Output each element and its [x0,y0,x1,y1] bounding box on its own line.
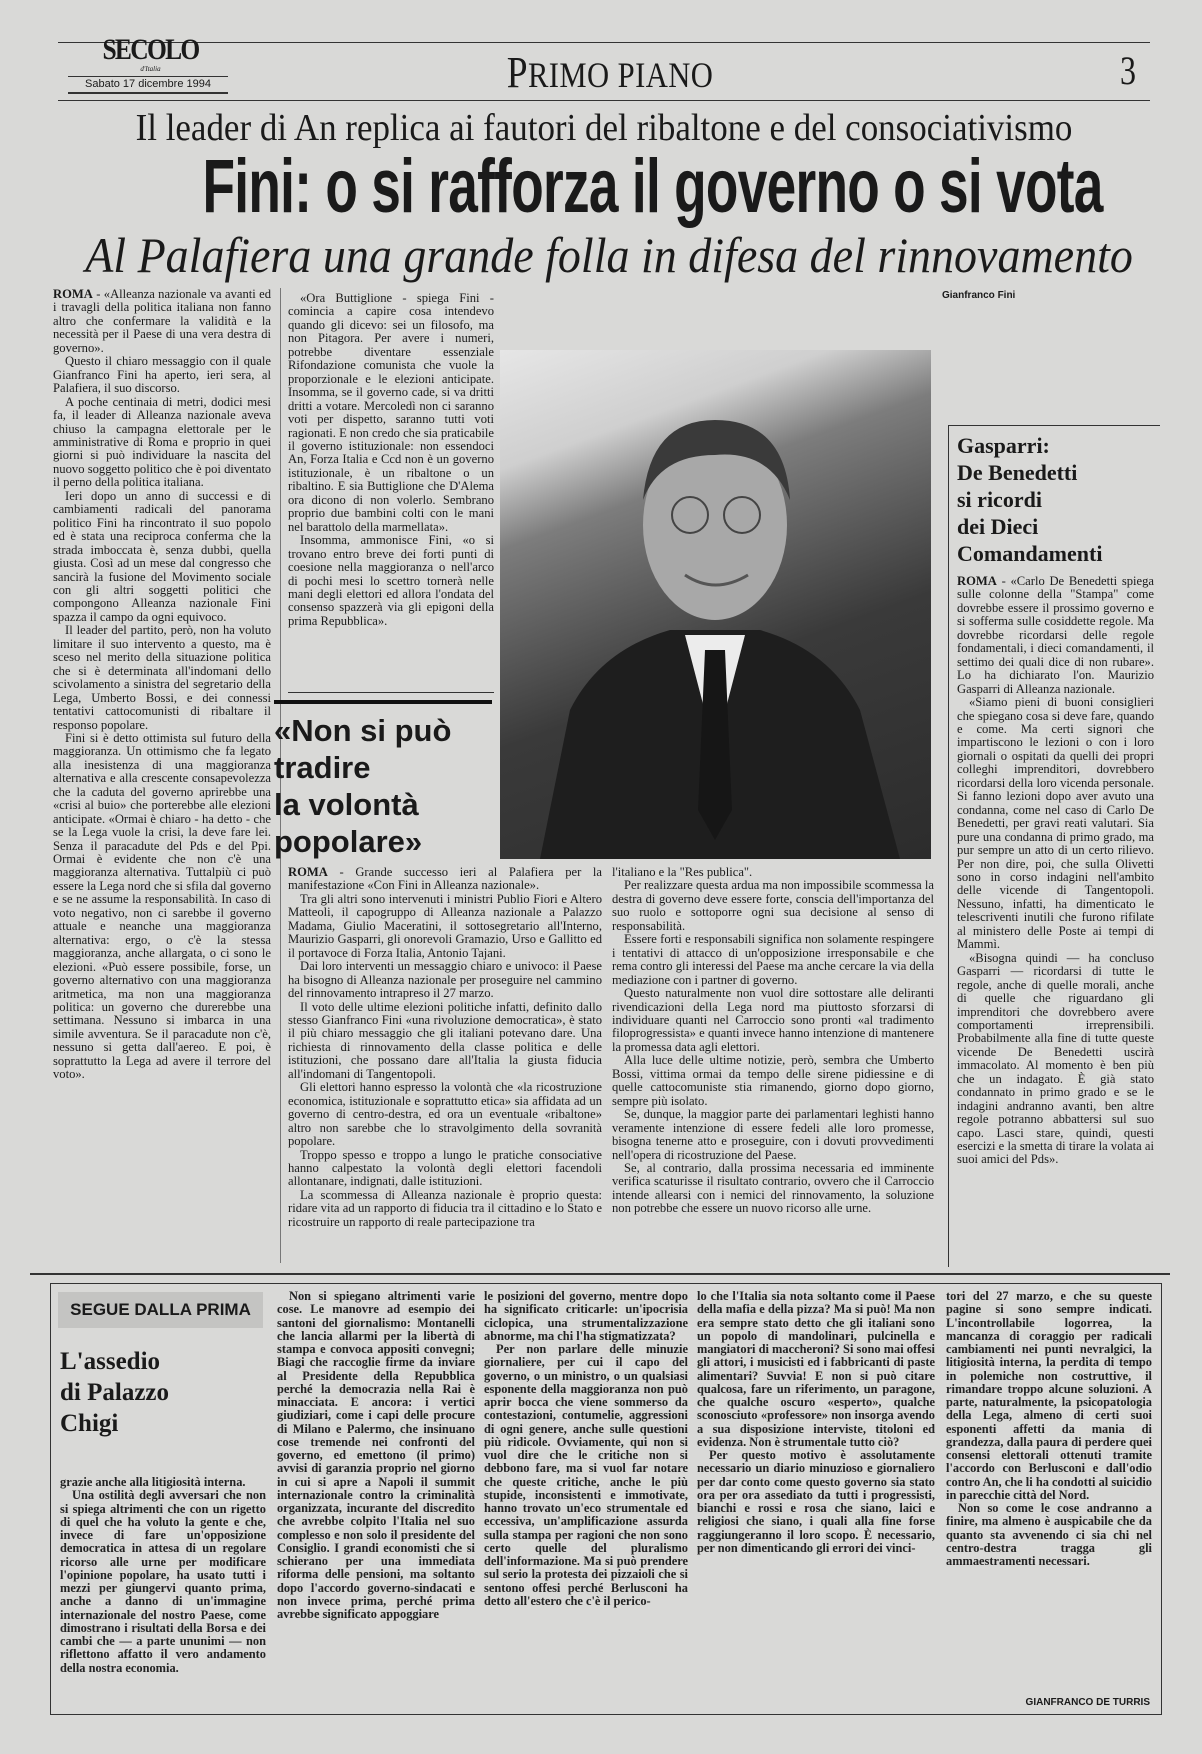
subtitle-headline: Al Palafiera una grande folla in difesa del rinnovamento [85,227,1133,283]
title-line: De Benedetti [957,460,1078,485]
paragraph: «Bisogna quindi — ha concluso Gasparri — ricordarsi di tutte le regole, anche di quelle morali, anche di quelle che riguardano gli imprenditori che dovrebbero avere comportamenti irreprensibili. Probabilmente alla fine di tutte queste vicende De Benedetti uscirà immacolato. Al momento è ben più che un indagato. È già stato condannato in primo grado e se le indagini andranno avanti, ben altre regole potranno abbattersi sul suo capo. Lasci stare, quindi, questi esercizi e la smetta di tirare la volata ai suoi amici del Pds». [957,950,1154,1167]
editorial-column-5 [946,1290,1152,1568]
title-line: Gasparri: [957,433,1050,458]
editorial-column-3 [484,1290,688,1608]
portrait-photo-icon [500,350,931,859]
title-line: L'assedio [60,1348,161,1375]
paragraph: A poche centinaia di metri, dodici mesi fa, il leader di Alleanza nazionale aveva chiuso la campagna elettorale per le amministrative di Roma e proprio in quei giorni si può individuare la nascita del nuovo soggetto politico che è poi diventato il perno della politica italiana. [53,394,271,490]
paragraph: Per non parlare delle minuzie giornaliere, per cui il capo del governo, o un ministro, o un qualsiasi esponente della maggioranza non può aprir bocca che viene sommerso da contestazioni, contumelie, aggressioni di ogni genere, anche sulle questioni più ridicole. Ovviamente, qui non si vuol dire che le critiche non si debbono fare, ma si vuol far notare che queste critiche, anche le più stupide, inconsistenti e immotivate, hanno trovato un'eco strumentale ed eccessiva, un'amplificazione assurda sulla stampa per ragioni che non sono certo quelle del pluralismo dell'informazione. Ma si può prendere sul serio la protesta dei pizzaioli che si sentono offesi perché Berlusconi ha detto all'estero che c'è il perico- [484,1342,688,1608]
column-end-rule [288,692,494,693]
paragraph: l'italiano e la "Res publica". [612,865,753,879]
paragraph: Alla luce delle ultime notizie, però, sembra che Umberto Bossi, vittima ormai da tempo delle sirene pidiessine e di quelle cattocomuniste stia rimanendo, giorno dopo giorno, sempre più isolato. [612,1053,934,1108]
paragraph: Troppo spesso e troppo a lungo le pratiche consociative hanno calpestato la volontà degli elettori facendoli allontanare, indignati, dalle istituzioni. [288,1147,602,1189]
sidebar-title [957,432,1154,567]
article-column-2 [288,292,494,628]
rally-article-column-b [612,866,934,1216]
dateline: ROMA [957,574,997,588]
paragraph-text: - Grande successo ieri al Palafiera per la manifestazione «Con Fini in Alleanza nazionale». [288,865,602,893]
paragraph: Ieri dopo un anno di successi e di cambiamenti radicali del panorama politico Fini ha rincontrato il suo popolo ed è stata una reciproca conferma che la strada imboccata è, senza dubbi, quella giusta. Così ad un mese dal congresso che sancirà la fusione del Movimento sociale con gli altri soggetti politici che compongono Alleanza nazionale Fini spazza il campo da ogni equivoco. [53,488,271,624]
newspaper-logo-sub: d'Italia [140,65,161,73]
paragraph: lo che l'Italia sia nota soltanto come il Paese della mafia e della pizza? Ma si può! Ma non era sempre stato detto che gli italiani sono un popolo di mandolinari, pulcinella e mangiatori di maccheroni? Si sono mai offesi gli attori, i musicisti ed i fabbricanti di paste alimentari? Suvvia! E non si può citare qualcosa, fare un riferimento, un paragone, che qualche oscuro «esperto», qualche sconosciuto «professore» non insorga avendo a sua disposizione interviste, titoloni ed evidenza. Non è strumentale tutto ciò? [697,1289,935,1449]
pull-quote-line: la volontà [274,787,419,822]
paragraph: Una ostilità degli avversari che non si spiega altrimenti che con un rigetto di quel che ha voluto la gente e che, invece di fare un'opposizione democratica in attesa di un regolare ricorso alle urne per modificare l'opinione popolare, ha usato tutti i mezzi per giungervi quanto prima, anche a danno di un'immagine internazionale del nostro Paese, come dimostrano i risultati della Borsa e dei cambi che — a parte ununimi — non riflettono affatto il vero andamento della nostra economia. [60,1488,266,1675]
editorial-column-4 [697,1290,935,1555]
editorial-column-1 [60,1476,266,1675]
section-title [415,50,806,98]
paragraph: Questo naturalmente non vuol dire sottostare alle deliranti rivendicazioni della Lega nord ma piuttosto sforzarsi di individuare quanti nel Carroccio sono pronti «al tradimento filoprogressista» e quanti invece hanno intenzione di mantenere la promessa data agli elettori. [612,986,934,1054]
paragraph: Se, al contrario, dalla prossima necessaria ed imminente verifica scaturisse il risultato contrario, ovvero che il Carroccio intende allearsi con i nemici del rinnovamento, la soluzione non potrebbe che essere un nuovo ricorso alle urne. [612,1160,934,1216]
continued-label: SEGUE DALLA PRIMA [58,1292,263,1328]
paragraph: Il voto delle ultime elezioni politiche infatti, definito dallo stesso Gianfranco Fini «una rivoluzione democratica», è stato il più chiaro messaggio che gli italiani potevano dare. Una richiesta di rinnovamento della classe politica e delle istituzioni, che possano dare all'Italia la giusta fiducia all'indomani di Tangentopoli. [288,999,602,1081]
pull-quote [274,700,492,860]
paragraph: le posizioni del governo, mentre dopo ha significato criticarle: un'ipocrisia ciclopica, una strumentalizzazione abnorme, ma chi l'ha stigmatizzata? [484,1289,688,1343]
page-number: 3 [1120,48,1136,93]
paragraph: La scommessa di Alleanza nazionale è proprio questa: ridare vita ad un rapporto di fiducia tra il cittadino e lo Stato e ricostruire un rapporto di reale partecipazione tra [288,1187,602,1229]
paragraph [957,575,1154,696]
paragraph [288,866,602,893]
issue-date: Sabato 17 dicembre 1994 [68,76,228,94]
title-line: Comandamenti [957,541,1103,566]
paragraph: Per realizzare questa ardua ma non impossibile scommessa la destra di governo deve essere forte, conscia dell'importanza del suo ruolo e sottoporre ogni sua decisione al senso di responsabilità. [612,878,934,933]
paragraph: Non si spiegano altrimenti varie cose. Le manovre ad esempio dei santoni del giornalismo: Montanelli che lancia allarmi per la libertà di stampa e convoca appositi convegni; Biagi che raccoglie firme da inviare al Presidente della Repubblica perché la democrazia nella Rai è minacciata. E ancora: i vertici giudiziari, come i capi delle procure di Milano e Palermo, che insinuano cose tremende nei confronti del governo, ed emettono (il primo) avvisi di garanzia proprio nel giorno in cui si apre a Napoli il summit internazionale contro la criminalità organizzata, incurante del discredito che avrebbe colpito l'Italia nel suo complesso e non solo il presidente del Consiglio. I grandi economisti che si schierano per una immediata riforma delle pensioni, ma soltanto dopo l'accordo governo-sindacati e non invece prima, perché prima avrebbe significato appoggiare [277,1289,475,1621]
title-line: Chigi [60,1410,119,1437]
paragraph [53,288,271,355]
paragraph: Questo il chiaro messaggio con il quale Gianfranco Fini ha aperto, ieri sera, al Palafiera, il suo discorso. [53,354,271,396]
section-divider [30,1273,1170,1275]
paragraph: Non so come le cose andranno a finire, ma almeno è auspicabile che da quanto sta avvenendo ci sia chi nel centro-destra tragga gli ammaestramenti necessari. [946,1501,1152,1568]
paragraph-text: - «Alleanza nazionale va avanti ed i travagli della politica italiana non fanno altro che confermare la validità e la necessità per il Paese di una vera destra di governo». [53,287,271,355]
portrait-photo [500,350,931,859]
paragraph: Essere forti e responsabili significa non solamente respingere i tentativi di attacco di un'opposizione irresponsabile e che rema contro gli interessi del Paese ma anche cercare la via della mediazione con i partner di governo. [612,932,934,987]
pull-quote-line: popolare» [274,824,423,859]
paragraph: grazie anche alla litigiosità interna. [60,1475,246,1489]
paragraph: Tra gli altri sono intervenuti i ministri Publio Fiori e Altero Matteoli, il capogruppo di Alleanza nazionale a Palazzo Madama, Giulio Maceratini, il sottosegretario all'Interno, Maurizio Gasparri, gli onorevoli Gramazio, Urso e Gallitto ed il portavoce di Forza Italia, Antonio Tajani. [288,891,602,960]
editorial-title [60,1346,265,1439]
paragraph: «Ora Buttiglione - spiega Fini - comincia a capire cosa intendevo quando gli dicevo: sei un filosofo, ma non Pitagora. Per avere i numeri, potrebbe diventare essenziale Rifondazione comunista che vuole la proporzionale e le elezioni anticipate. Insomma, se il governo cade, si va dritti dritti a votare. Mercoledì non ci saranno voti per dispetto, saranno tutti voti ragionati. E non credo che sia praticabile il governo istituzionale: non essendoci An, Forza Italia e Ccd non è un governo istituzionale, è un ribaltone o un ribaltino. E sia Buttiglione che D'Alema ora dicono di non volerlo. Sembrano proprio due bambini colti con le mani nel barattolo della marmellata». [288,291,494,534]
author-signature: GIANFRANCO DE TURRIS [1025,1697,1150,1708]
title-line: dei Dieci [957,514,1039,539]
paragraph: «Siamo pieni di buoni consiglieri che spiegano cosa si deve fare, quando e come. Ma certi signori che impartiscono le lezioni o con i loro giornali o ospitati da quelli dei propri colleghi imprenditori, dovrebbero ricordarsi della loro vicenda personale. Si fanno lezioni dopo aver avuto una condanna, come nel caso di Carlo De Benedetti, per gravi reati valutari. Sia pure una condanna di primo grado, ma pur sempre un atto di un certo rilievo. Per non dire, poi, che sulla Olivetti sono in corso indagini nell'ambito delle vicende di Tangentopoli. Nessuno, infatti, ha dimenticato le telescriventi inutili che furono rifilate al ministero delle Poste ai tempi di Mammì. [957,695,1154,952]
photo-caption: Gianfranco Fini [942,290,1016,301]
section-initial: P [506,48,528,97]
paragraph-text: - «Carlo De Benedetti spiega sulle colonne della "Stampa" come dovrebbe essere il prossimo governo e si sofferma sulle cosiddette regole. Ma dovrebbe ricordarsi delle regole fondamentali, i dieci comandamenti, il settimo dei quali dice di non rubare». Lo ha dichiarato l'on. Maurizio Gasparri di Alleanza nazionale. [957,574,1154,696]
rally-article-column-a [288,866,602,1229]
main-headline: Fini: o si rafforza il governo o si vota [202,144,1103,229]
paragraph: Per questo motivo è assolutamente necessario un diario minuzioso e giornaliero per dar conto come questo governo sia stato ora per ora assediato da tutti i progressisti, bianchi e rossi e rosa che siano, laici e religiosi che siano, i quali alla fine forse raggiungeranno il loro scopo. È necessario, per non dimenticando gli errori dei vinci- [697,1448,935,1555]
paragraph: Fini si è detto ottimista sul futuro della maggioranza. Un ottimismo che fa legato alla inesistenza di una maggioranza alternativa e alla crescente consapevolezza che la caduta del governo aprirebbe una «crisi al buio» che porterebbe alle elezioni anticipate. «Ormai è chiaro - ha detto - che se la Lega vuole la crisi, la deve fare lei. Senza il paracadute del Pds e del Ppi. Ormai è evidente che non c'è una maggioranza alternativa. Tuttalpiù ci può essere la Lega nord che si sfila dal governo e se ne assume la responsabilità. In caso di voto negativo, non ci sarebbe il governo attuale e neanche una maggioranza alternativa: ergo, o c'è la stessa maggioranza, anche allargata, o ci sono le elezioni. «Può essere possibile, forse, un governo alternativo con una maggioranza aritmetica, ma non una maggioranza politica: un governo che durerebbe una settimana. Nessuno si imbarca in una simile avventura. Se il paracadute non c'è, nessuno si getta dall'aereo. E poi, è soprattutto la Lega ad avere il terrore del voto». [53,730,271,1082]
paragraph: Insomma, ammonisce Fini, «o si trovano entro breve dei forti punti di coesione nella maggioranza o nell'arco di pochi mesi lo scettro tornerà nelle mani degli elettori ed allora l'ondata del consenso spazzerà via gli epigoni della prima Repubblica». [288,533,494,628]
paragraph: Gli elettori hanno espresso la volontà che «la ricostruzione economica, istituzionale e soprattutto etica» sia affidata ad un governo di centro-destra, ed ora un eventuale «ribaltone» altro non sarebbe che lo stravolgimento della sovranità popolare. [288,1080,602,1149]
dateline: ROMA [288,865,328,879]
kicker-headline: Il leader di An replica ai fautori del ribaltone e del consociativismo [135,107,1073,149]
paragraph: Il leader del partito, però, non ha voluto limitare il suo intervento a questo, ma è sceso nel merito della situazione politica che si è determinata all'indomani dello scivolamento a sinistra del segretario della Lega, Umberto Bossi, e dei connessi tentativi cattocomunisti di ribaltare il responso popolare. [53,623,271,732]
newspaper-logo: SECOLO [102,33,199,66]
header-rule [58,100,1150,101]
dateline: ROMA [53,287,93,301]
paragraph: tori del 27 marzo, e che su queste pagine si sono sempre indicati. L'incontrollabile logorrea, la mancanza di coraggio per radicali cambiamenti nei punti nevralgici, la litigiosità interna, la perdita di tempo in polemiche non costruttive, il rimandare troppo alcune soluzioni. A parte, naturalmente, la psicopatologia della Lega, almeno di certi suoi esponenti affetti da mania di grandezza, dalla paura di perdere quei consensi elettorali ottenuti tramite l'accordo con Berlusconi e dall'odio contro An, che li ha condotti al suicidio in parecchie città del Nord. [946,1289,1152,1502]
editorial-column-2 [277,1290,475,1621]
paragraph: Dai loro interventi un messaggio chiaro e univoco: il Paese ha bisogno di Alleanza nazionale per proseguire nel cammino del rinnovamento intrapreso il 27 marzo. [288,959,602,1001]
pull-quote-line: «Non si può [274,713,452,748]
top-rule [58,42,1150,43]
title-line: si ricordi [957,487,1042,512]
article-column-1 [53,288,271,1082]
paragraph: Se, dunque, la maggior parte dei parlamentari leghisti hanno veramente intenzione di essere fedeli alle loro promesse, bisogna tenerne atto e proseguire, con i dovuti provvedimenti nell'opera di ricostruzione del Paese. [612,1107,934,1162]
title-line: di Palazzo [60,1379,170,1406]
sidebar-body [957,575,1154,1167]
pull-quote-line: tradire [274,750,371,785]
gasparri-sidebar [948,425,1160,1267]
section-rest: RIMO PIANO [527,55,714,95]
